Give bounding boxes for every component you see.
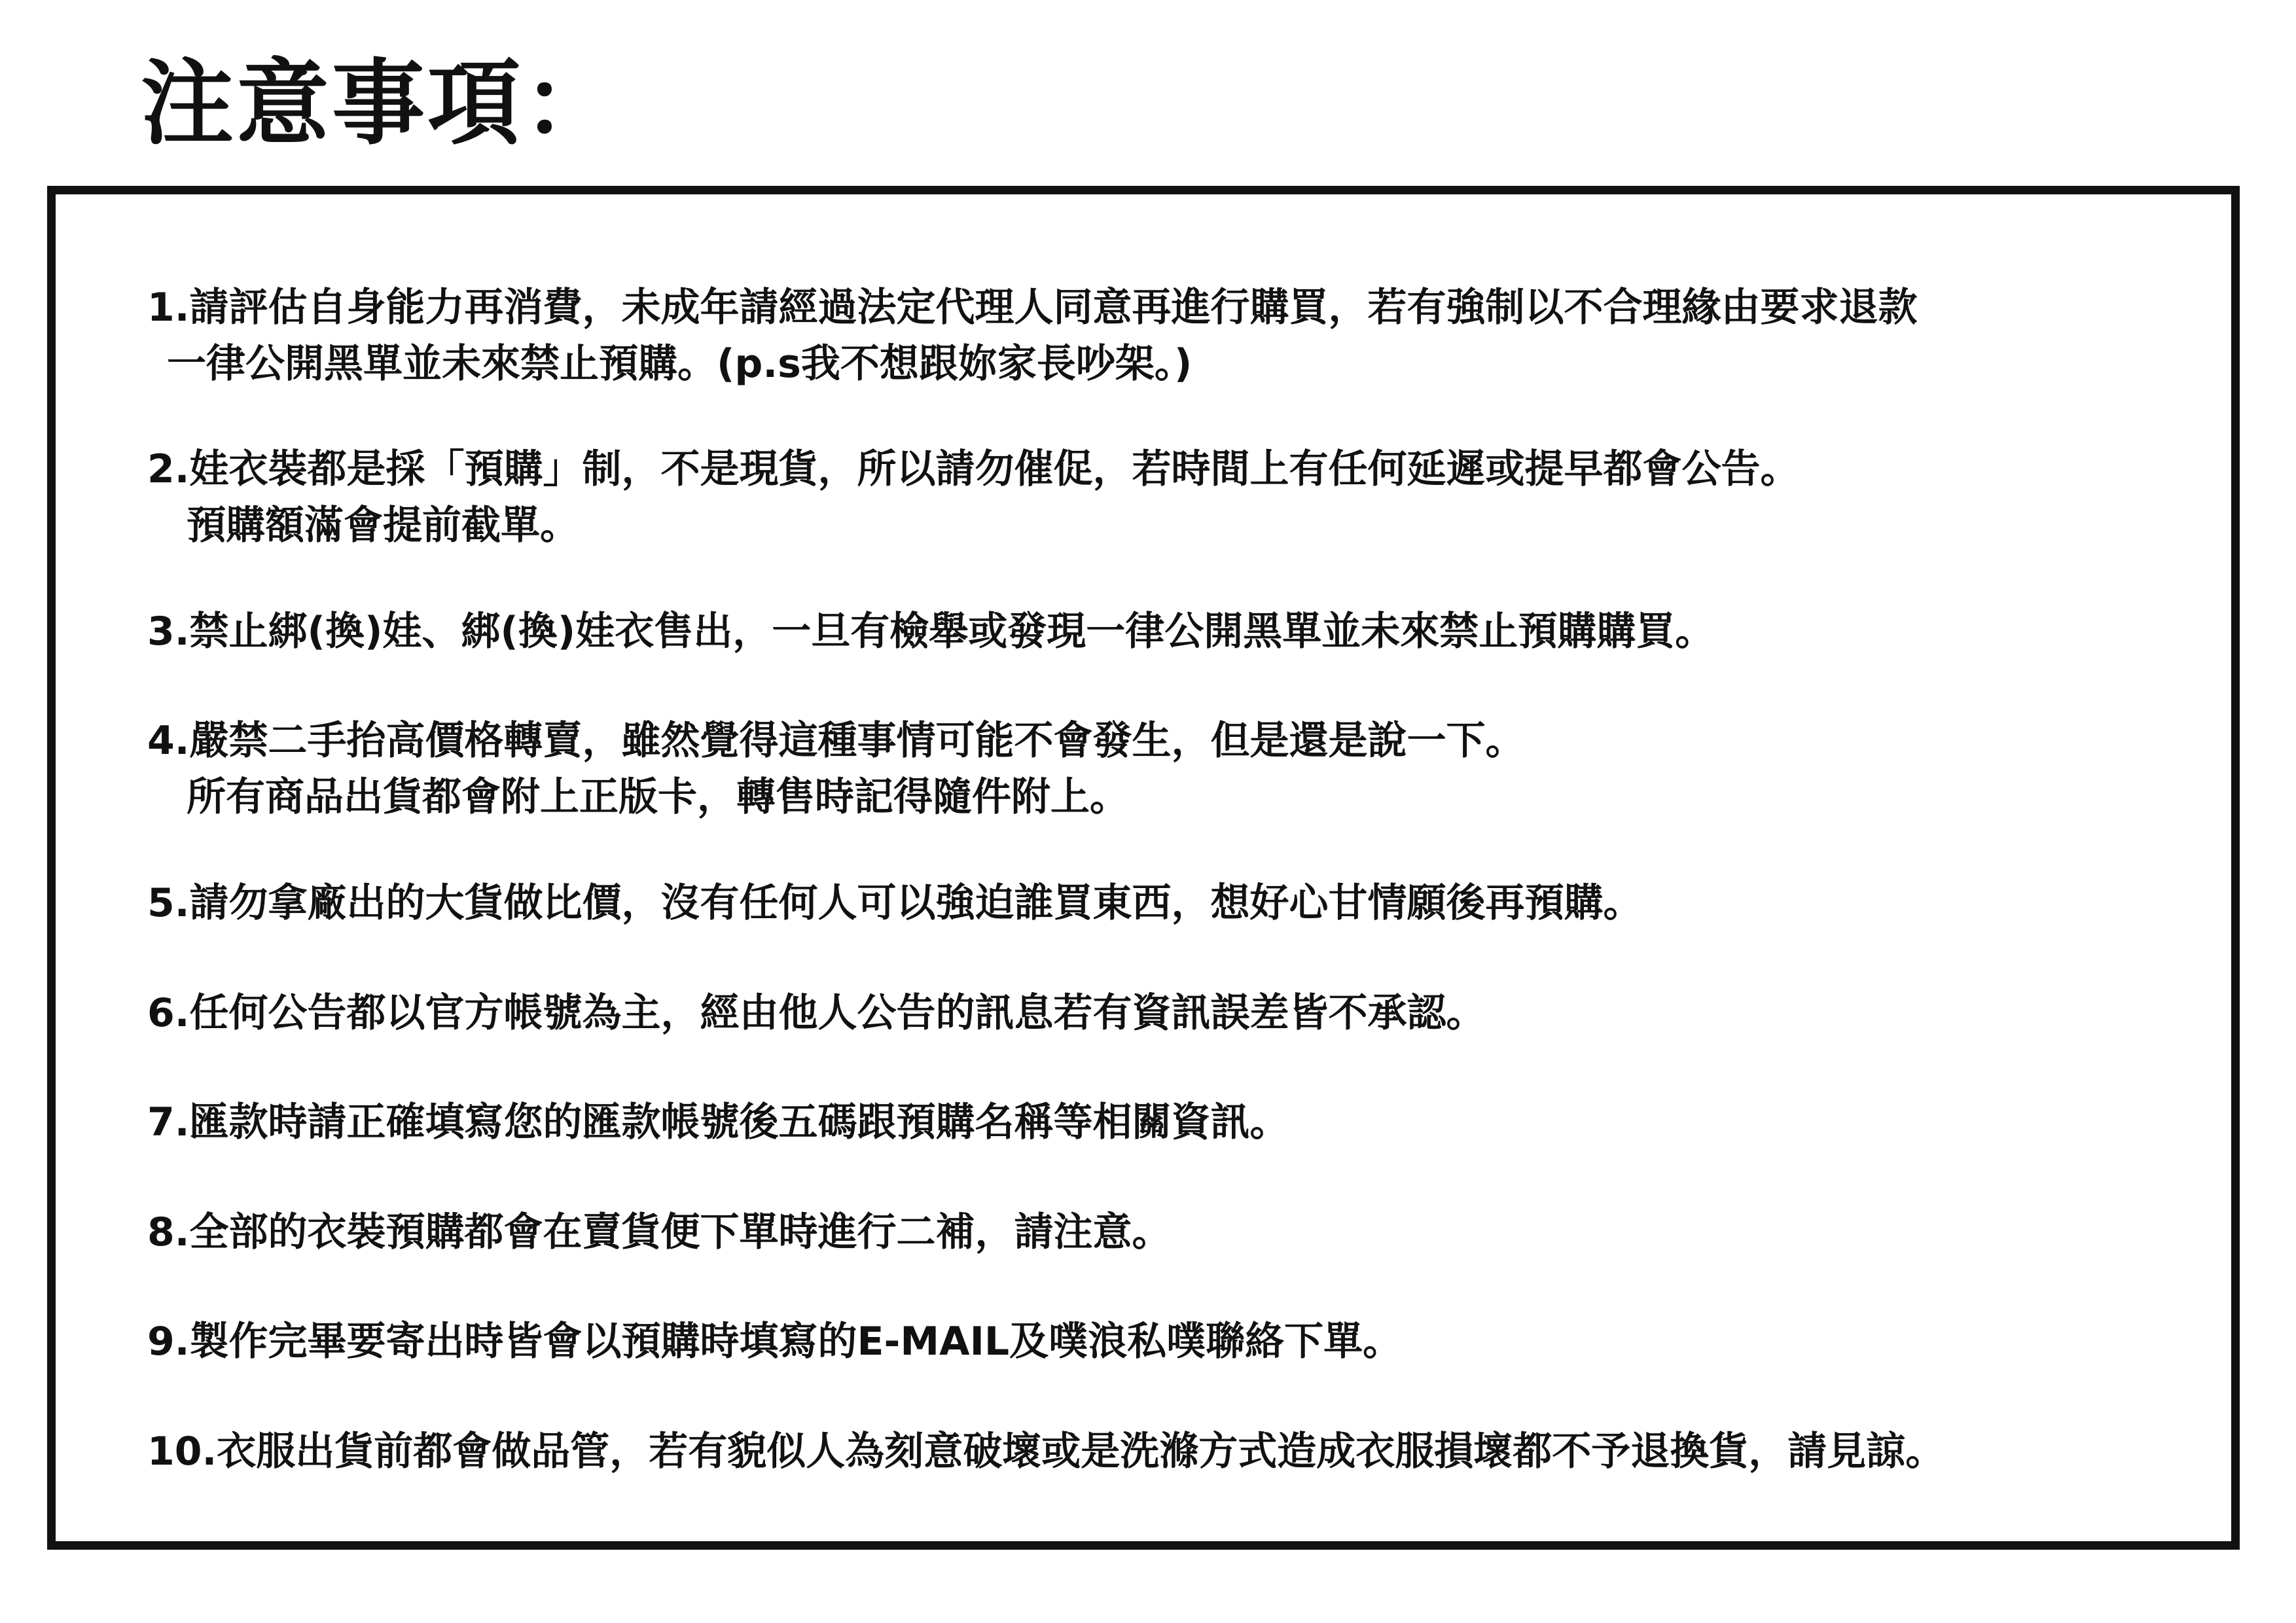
notice-item-4-line-1: 4.嚴禁二手抬高價格轉賣，雖然覺得這種事情可能不會發生，但是還是說一下。	[147, 718, 1525, 764]
notice-item-1-line-2: 一律公開黑單並未來禁止預購。(p.s我不想跟妳家長吵架。)	[167, 341, 1193, 387]
notice-item-9-line-1: 9.製作完畢要寄出時皆會以預購時填寫的E-MAIL及噗浪私噗聯絡下單。	[147, 1319, 1403, 1364]
notice-item-4-line-2: 所有商品出貨都會附上正版卡，轉售時記得隨件附上。	[187, 774, 1129, 820]
notice-item-2	[147, 441, 2215, 554]
notice-item-6	[147, 985, 2215, 1041]
notice-box	[47, 186, 2240, 1550]
notice-item-5-line-1: 5.請勿拿廠出的大貨做比價，沒有任何人可以強迫誰買東西，想好心甘情願後再預購。	[147, 880, 1643, 926]
notice-item-3	[147, 603, 2215, 660]
notice-item-1-line-1: 1.請評估自身能力再消費，未成年請經過法定代理人同意再進行購買，若有強制以不合理緣由要求退款	[147, 285, 1918, 330]
notice-item-2-line-2: 預購額滿會提前截單。	[187, 503, 579, 548]
notice-item-10-line-1: 10.衣服出貨前都會做品管，若有貌似人為刻意破壞或是洗滌方式造成衣服損壞都不予退換貨，請見諒。	[147, 1429, 1945, 1474]
notice-item-2-line-1: 2.娃衣裝都是採「預購」制，不是現貨，所以請勿催促，若時間上有任何延遲或提早都會公告。	[147, 446, 1800, 492]
notice-item-10	[147, 1423, 2215, 1480]
notice-item-1	[147, 279, 2215, 392]
notice-item-8-line-1: 8.全部的衣裝預購都會在賣貨便下單時進行二補，請注意。	[147, 1209, 1172, 1255]
notice-item-7	[147, 1094, 2215, 1150]
notice-item-3-line-1: 3.禁止綁(換)娃、綁(換)娃衣售出，一旦有檢舉或發現一律公開黑單並未來禁止預購購買。	[147, 609, 1715, 654]
notice-item-4	[147, 713, 2215, 825]
notice-item-6-line-1: 6.任何公告都以官方帳號為主，經由他人公告的訊息若有資訊誤差皆不承認。	[147, 990, 1486, 1036]
notice-item-7-line-1: 7.匯款時請正確填寫您的匯款帳號後五碼跟預購名稱等相關資訊。	[147, 1099, 1289, 1145]
notice-item-5	[147, 875, 2215, 931]
notice-item-9	[147, 1313, 2215, 1370]
page-title: 注意事項：	[141, 50, 619, 158]
notice-item-8	[147, 1204, 2215, 1260]
